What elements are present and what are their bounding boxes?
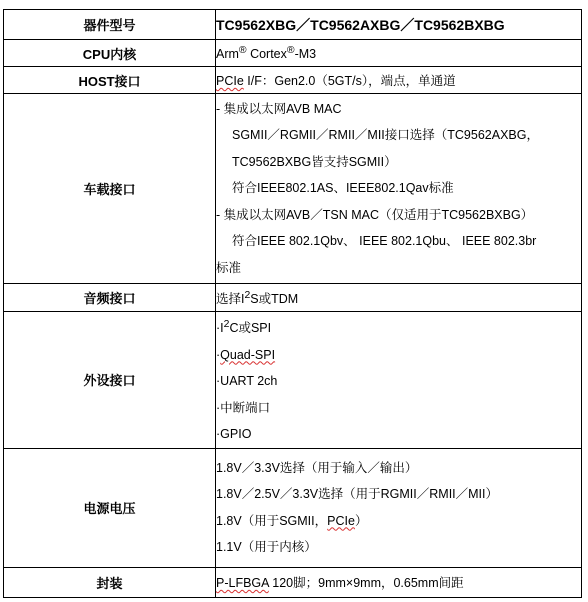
cpu-label: CPU内核 bbox=[82, 46, 137, 62]
package-label-cell bbox=[4, 567, 216, 597]
vehicle-line: 符合IEEE 802.1Qbv、 IEEE 802.1Qbu、 IEEE 802.3br bbox=[232, 234, 537, 249]
header-label-cell bbox=[4, 10, 216, 40]
package-type: P-LFBGA bbox=[216, 576, 269, 591]
peripheral-quadspi: ·Quad-SPI bbox=[216, 347, 276, 362]
table-row bbox=[4, 10, 582, 40]
sgmii-text: 1.8V（用于SGMII， bbox=[216, 513, 328, 528]
audio-pre: 选择I bbox=[216, 291, 245, 306]
sgmii-close: ） bbox=[354, 513, 368, 528]
table-row bbox=[4, 67, 582, 94]
vehicle-line: 标准 bbox=[216, 260, 242, 275]
peripheral-interrupt: ·中断端口 bbox=[216, 400, 271, 415]
cpu-model: -M3 bbox=[294, 47, 317, 62]
vehicle-line: 符合IEEE802.1AS、IEEE802.1Qav标准 bbox=[232, 181, 454, 196]
host-value-cell bbox=[216, 67, 582, 94]
cpu-arm: Arm bbox=[216, 47, 239, 62]
vehicle-value-cell bbox=[216, 94, 582, 284]
peripheral-i2c bbox=[216, 312, 581, 342]
audio-post: S或TDM bbox=[250, 291, 299, 306]
peripheral-gpio: ·GPIO bbox=[216, 427, 252, 442]
table-row bbox=[4, 312, 582, 449]
cpu-label-cell bbox=[4, 40, 216, 67]
power-line-core: 1.1V（用于内核） bbox=[216, 540, 317, 555]
cpu-cortex: Cortex bbox=[246, 47, 287, 62]
host-pcie: PCIe bbox=[216, 74, 244, 88]
package-value-cell bbox=[216, 567, 582, 597]
table-row bbox=[4, 94, 582, 284]
audio-label-cell bbox=[4, 284, 216, 312]
host-label: HOST接口 bbox=[78, 73, 141, 89]
audio-label: 音频接口 bbox=[83, 291, 136, 306]
spec-table bbox=[3, 9, 582, 598]
package-label: 封装 bbox=[96, 575, 123, 591]
table-row bbox=[4, 40, 582, 67]
power-label-cell bbox=[4, 448, 216, 567]
registered-mark: ® bbox=[238, 44, 247, 56]
vehicle-line: TC9562BXBG皆支持SGMII） bbox=[232, 154, 397, 169]
registered-mark: ® bbox=[286, 44, 295, 56]
i2c-suffix: C或SPI bbox=[229, 321, 272, 336]
host-label-cell bbox=[4, 67, 216, 94]
peripheral-uart: ·UART 2ch bbox=[216, 374, 278, 389]
audio-value-cell bbox=[216, 284, 582, 312]
peripheral-value-cell bbox=[216, 312, 582, 449]
peripheral-label-cell bbox=[4, 312, 216, 449]
vehicle-line: SGMII／RGMII／RMII／MII接口选择（TC9562AXBG， bbox=[232, 128, 539, 143]
quadspi-text: Quad-SPI bbox=[220, 347, 276, 362]
vehicle-label: 车载接口 bbox=[83, 182, 136, 197]
header-value: TC9562XBG／TC9562AXBG／TC9562BXBG bbox=[216, 16, 505, 33]
header-value-cell bbox=[216, 10, 582, 40]
audio-sup: 2 bbox=[244, 289, 251, 301]
table-row bbox=[4, 567, 582, 597]
table-row bbox=[4, 448, 582, 567]
power-label: 电源电压 bbox=[83, 501, 136, 517]
header-label: 器件型号 bbox=[83, 18, 136, 33]
table-row bbox=[4, 284, 582, 312]
host-spec: I/F：Gen2.0（5GT/s），端点，单通道 bbox=[243, 74, 456, 88]
power-line: 1.8V／3.3V选择（用于输入／输出） bbox=[216, 460, 418, 475]
power-line-sgmii bbox=[216, 508, 581, 535]
package-spec: 120脚；9mm×9mm，0.65mm间距 bbox=[268, 576, 464, 591]
peripheral-label: 外设接口 bbox=[83, 373, 136, 389]
i2c-prefix: ·I bbox=[216, 321, 224, 336]
vehicle-line: - 集成以太网AVB／TSN MAC（仅适用于TC9562BXBG） bbox=[216, 207, 534, 222]
cpu-value-cell bbox=[216, 40, 582, 67]
vehicle-label-cell bbox=[4, 94, 216, 284]
vehicle-line: - 集成以太网AVB MAC bbox=[216, 101, 342, 116]
sgmii-pcie: PCIe bbox=[327, 513, 355, 528]
power-value-cell bbox=[216, 448, 582, 567]
power-line: 1.8V／2.5V／3.3V选择（用于RGMII／RMII／MII） bbox=[216, 487, 498, 502]
i2c-sup: 2 bbox=[223, 319, 230, 330]
